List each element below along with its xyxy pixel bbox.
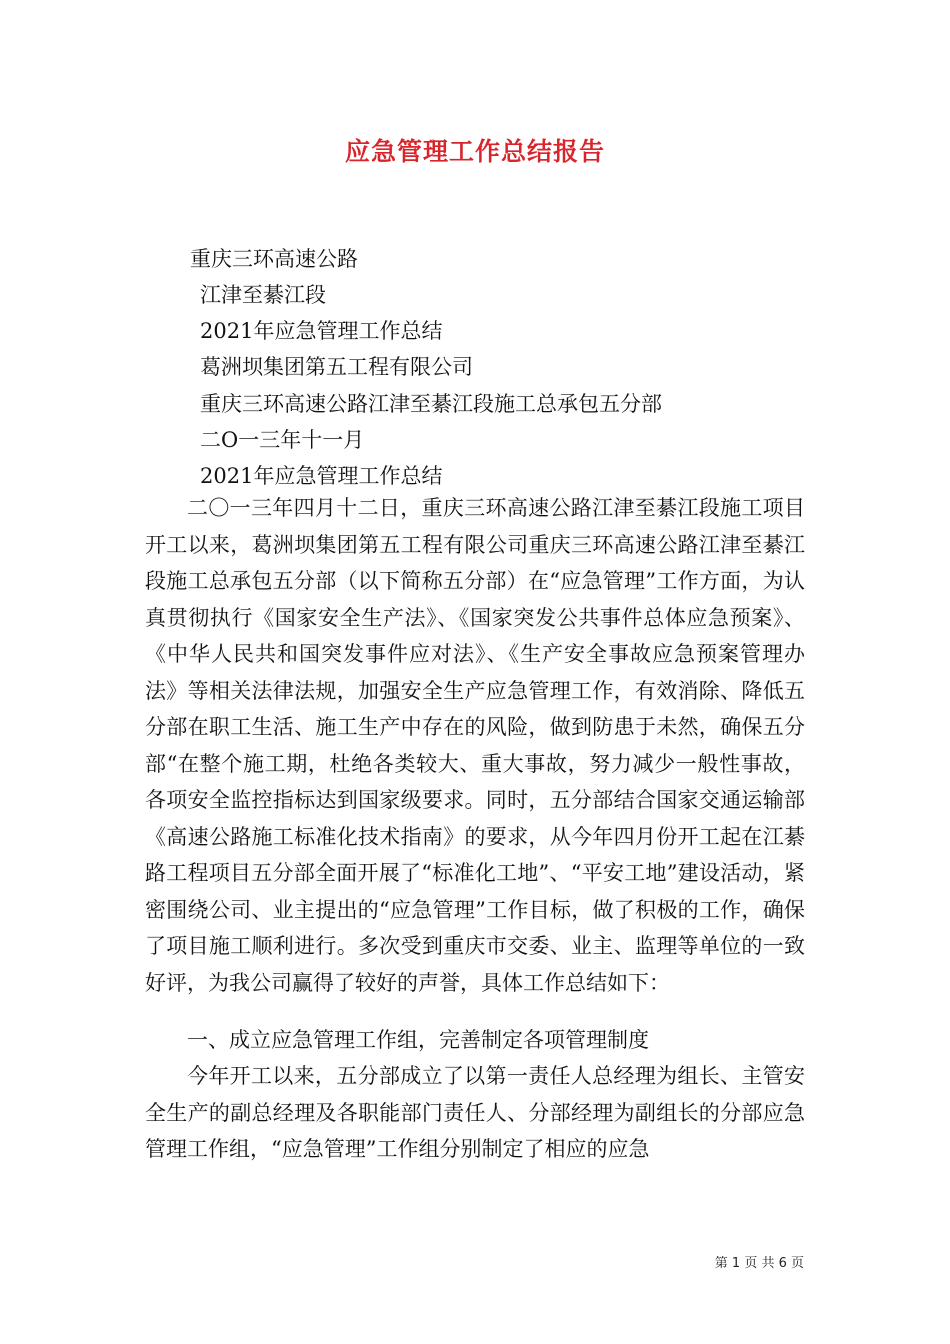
body-paragraph: 今年开工以来，五分部成立了以第一责任人总经理为组长、主管安全生产的副总经理及各职能部门责任人、分部经理为副组长的分部应急管理工作组，“应急管理”工作组分别制定了相应的应急 [145, 1064, 805, 1161]
page-title: 应急管理工作总结报告 [344, 137, 605, 166]
header-line: 重庆三环高速公路 [190, 247, 358, 271]
header-line: 重庆三环高速公路江津至綦江段施工总承包五分部 [200, 392, 662, 416]
section-heading: 一、成立应急管理工作组，完善制定各项管理制度 [187, 1028, 649, 1052]
body-paragraph: 二〇一三年四月十二日，重庆三环高速公路江津至綦江段施工项目开工以来，葛洲坝集团第五工程有限公司重庆三环高速公路江津至綦江段施工总承包五分部（以下简称五分部）在“应急管理”工作方面，为认真贯彻执行《国家安全生产法》、《国家突发公共事件总体应急预案》、《中华人民共和国突发事件应对法》、《生产安全事故应急预案管理办法》等相关法律法规，加强安全生产应急管理工作，有效消除、降低五分部在职工生活、施工生产中存在的风险，做到防患于未然，确保五分部“在整个施工期，杜绝各类较大、重大事故，努力减少一般性事故，各项安全监控指标达到国家级要求。同时，五分部结合国家交通运输部《高速公路施工标准化技术指南》的要求，从今年四月份开工起在江綦路工程项目五分部全面开展了“标准化工地”、“平安工地”建设活动，紧密围绕公司、业主提出的“应急管理”工作目标，做了积极的工作，确保了项目施工顺利进行。多次受到重庆市交委、业主、监理等单位的一致好评，为我公司赢得了较好的声誉，具体工作总结如下： [145, 496, 805, 995]
header-line: 2021年应急管理工作总结 [200, 319, 443, 343]
header-line: 江津至綦江段 [200, 283, 326, 307]
header-line: 葛洲坝集团第五工程有限公司 [200, 355, 473, 379]
header-line: 二O一三年十一月 [200, 428, 365, 452]
header-line: 2021年应急管理工作总结 [200, 464, 443, 488]
page-number: 第 1 页 共 6 页 [714, 1256, 804, 1271]
